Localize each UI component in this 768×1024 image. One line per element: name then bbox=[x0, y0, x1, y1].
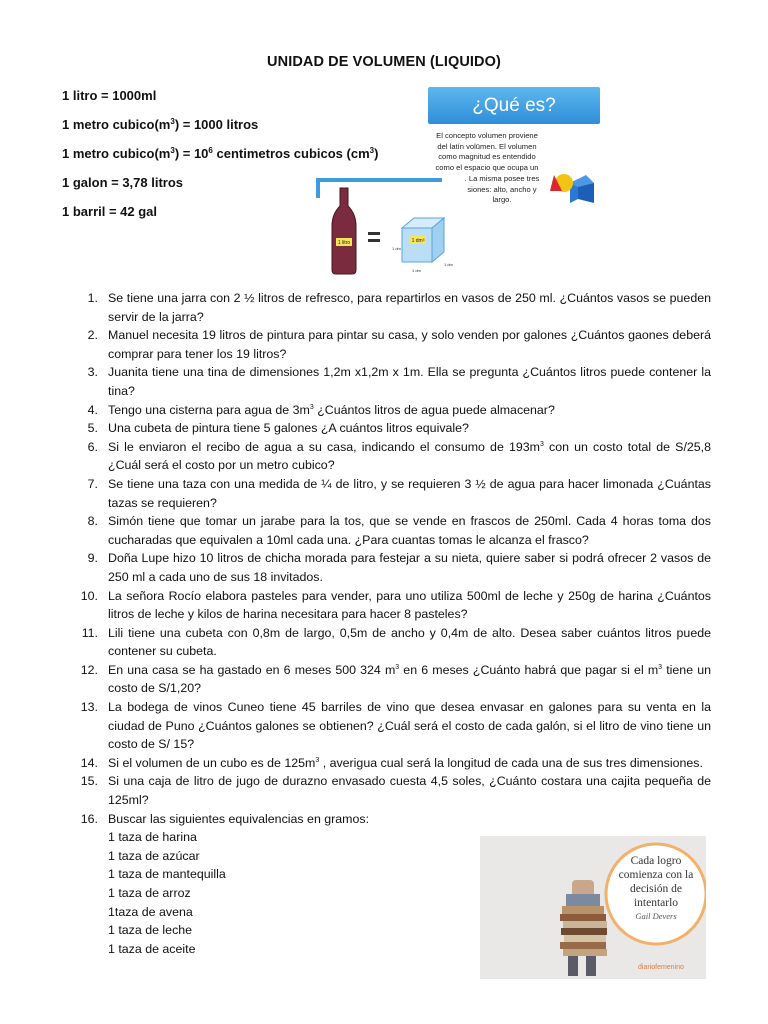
question-item: 11. Lili tiene una cubeta con 0,8m de largo, 0,5m de ancho y 0,4m de alto. Desea saber cuántos litros puede contener su cubeta. bbox=[81, 625, 711, 659]
question-item: 5. Una cubeta de pintura tiene 5 galones ¿A cuántos litros equivale? bbox=[87, 421, 469, 436]
question-item: 10. La señora Rocío elabora pasteles para vender, para uno utiliza 500ml de leche y 250g de harina ¿Cuántos litros de leche y kilos de harina necesitara para hacer 8 pasteles? bbox=[80, 588, 711, 622]
question-item: 1. Se tiene una jarra con 2 ½ litros de refresco, para repartirlos en vasos de 250 ml. ¿Cuántos vasos se pueden servir de la jarra? bbox=[87, 291, 711, 324]
question-item: 12. En una casa se ha gastado en 6 meses 500 324 $m^3$ en 6 meses ¿Cuánto habrá que pagar si el $m^3$ tiene un costo de S/1,20? bbox=[80, 662, 711, 696]
question-item: 3. Juanita tiene una tina de dimensiones 1,2m x1,2m x 1m. Ella se pregunta ¿Cuántos litros puede contener la tina? bbox=[87, 365, 711, 398]
equivalence-gallon: 1 galon = 3,78 litros bbox=[62, 175, 184, 190]
page-title: UNIDAD DE VOLUMEN (LIQUIDO) bbox=[267, 54, 501, 70]
subitem: 1taza de avena bbox=[108, 904, 193, 919]
subitem: 1 taza de azúcar bbox=[108, 848, 200, 863]
svg-text:comienza con la: comienza con la bbox=[618, 869, 694, 881]
question-item: 2. Manuel necesita 19 litros de pintura para pintar su casa, y solo venden por galones ¿Cuántos gaones deberá comprar para tener los 19 litros? bbox=[87, 328, 711, 361]
equivalence-barrel: 1 barril = 42 gal bbox=[62, 204, 158, 219]
equivalence-cubic-meter-cm3: 1 metro $cubico(m^3) = 10^6$ centimetros cubicos $(cm^3)$ bbox=[62, 146, 379, 161]
svg-text:intentarlo: intentarlo bbox=[633, 897, 679, 909]
svg-text:decisión de: decisión de bbox=[629, 883, 683, 895]
question-item: 16. Buscar las siguientes equivalencias en gramos: 1 taza de harina 1 taza de azúcar 1 taza de mantequilla 1 taza de arroz 1taza de avena 1 taza de leche 1 taza de aceite bbox=[78, 810, 711, 959]
question-item: 6. Si le enviaron el recibo de agua a su casa, indicando el consumo de $193m^3$ con un costo total de S/25,8 ¿Cuál será el costo por un metro cubico? bbox=[87, 439, 711, 473]
motivational-quote-image bbox=[480, 836, 706, 979]
geometric-shapes-icon bbox=[548, 165, 600, 211]
svg-text:Cada logro: Cada logro bbox=[630, 855, 682, 867]
subitem: 1 taza de harina bbox=[108, 830, 197, 845]
liter-equals-cubic-decimeter-illustration bbox=[312, 178, 472, 276]
subitem: 1 taza de aceite bbox=[108, 941, 196, 956]
svg-text:1 dm: 1 dm bbox=[392, 246, 401, 251]
question-item: 7. Se tiene una taza con una medida de ¼ de litro, y se requieren 3 ½ de agua para hacer limonada ¿Cuántas tazas se requieren? bbox=[87, 476, 711, 510]
question-item: 14. Si el volumen de un cubo es de $125m^3$ , averigua cual será la longitud de cada una de sus tres dimensiones. bbox=[80, 755, 703, 770]
question-item: 9. Doña Lupe hizo 10 litros de chicha morada para festejar a su nieta, quiere saber si podrá ofrecer 2 vasos de 250 ml a cada uno de sus 18 invitados. bbox=[87, 551, 711, 584]
question-item: 13. La bodega de vinos Cuneo tiene 45 barriles de vino que desea envasar en galones para su venta en la ciudad de Puno ¿Cuántos galones se obtienen? ¿Cuál será el costo de cada galón, si el litro de vino tiene un costo de S/ 15? bbox=[80, 700, 711, 752]
svg-text:1 litro: 1 litro bbox=[337, 240, 351, 246]
svg-text:1 dm³: 1 dm³ bbox=[411, 238, 425, 244]
info-card-heading: ¿Qué es? bbox=[428, 87, 600, 124]
svg-text:1 dm: 1 dm bbox=[412, 268, 421, 273]
question-item: 15. Si una caja de litro de jugo de durazno envasado cuesta 4,5 soles, ¿Cuánto costara una cajita pequeña de 125ml? bbox=[80, 774, 711, 808]
info-card-text: El concepto volumen proviene del latín volūmen. El volumen como magnitud es entendido como el espacio que ocupa un . La misma posee tres siones: alto, ancho y largo. bbox=[435, 131, 540, 205]
question-item: 8. Simón tiene que tomar un jarabe para la tos, que se vende en frascos de 250ml. Cada 4 horas toma dos cucharadas que equivalen a 10ml cada una. ¿Para cuantas tomas le alcanza el frasco? bbox=[87, 514, 711, 547]
subitem: 1 taza de mantequilla bbox=[108, 867, 226, 882]
question-item: 4. Tengo una cisterna para agua de $3m^3$ ¿Cuántos litros de agua puede almacenar? bbox=[87, 402, 555, 417]
svg-text:Gail Devers: Gail Devers bbox=[635, 911, 677, 921]
equivalence-cubic-meter-liters: 1 metro $cubico(m^3) = 1000$ litros bbox=[62, 117, 259, 132]
subitem: 1 taza de leche bbox=[108, 923, 193, 938]
svg-text:diariofemenino: diariofemenino bbox=[638, 964, 684, 971]
subitem: 1 taza de arroz bbox=[108, 886, 191, 900]
equivalence-liter: 1 litro = 1000ml bbox=[62, 88, 157, 103]
svg-text:1 dm: 1 dm bbox=[444, 262, 453, 267]
